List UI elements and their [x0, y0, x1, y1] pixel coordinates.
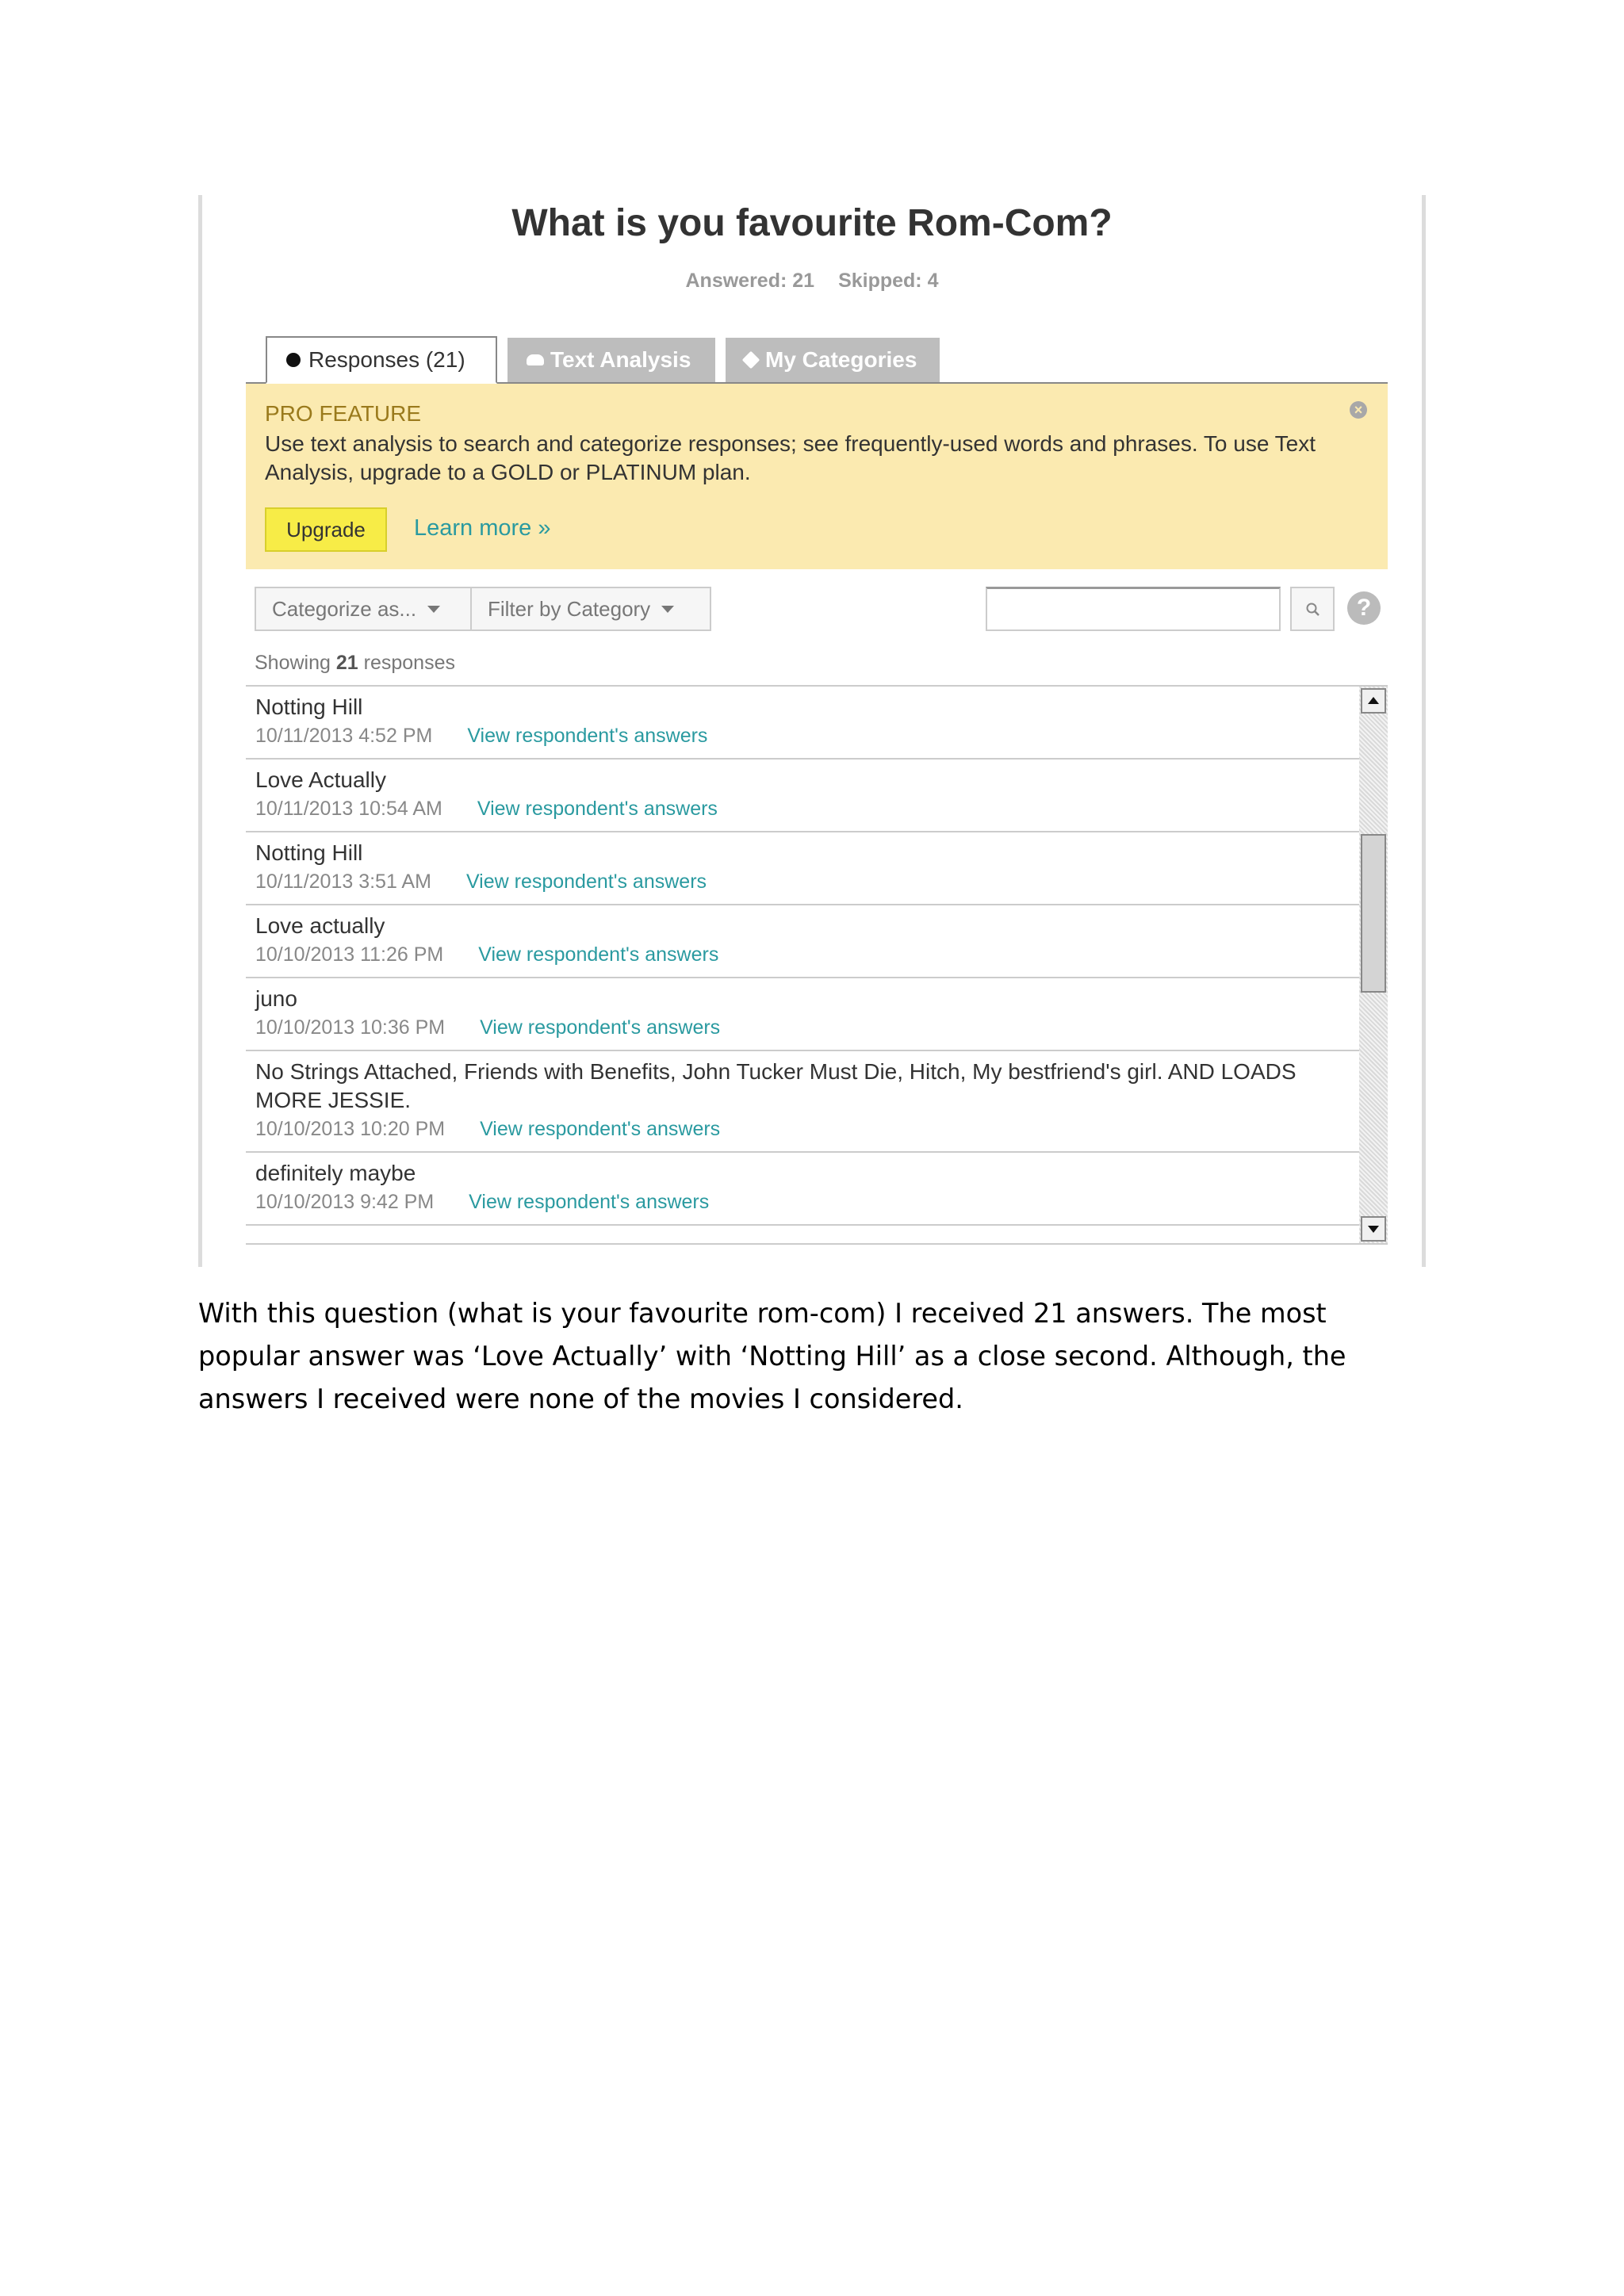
tab-my-categories[interactable]: [726, 338, 940, 382]
response-text: Notting Hill: [255, 695, 363, 719]
response-text: Love Actually: [255, 767, 386, 792]
tab-text-analysis[interactable]: [508, 338, 715, 382]
response-meta: [255, 721, 1359, 750]
help-icon[interactable]: ?: [1347, 591, 1381, 625]
pro-feature-text: Use text analysis to search and categorize responses; see frequently-used words and phrases. To use Text Analysis, upgrade to a GOLD or PLATINUM plan.: [265, 431, 1316, 484]
response-date: 10/11/2013 3:51 AM: [255, 871, 431, 893]
view-answers-link[interactable]: View respondent's answers: [465, 871, 707, 893]
response-date: 10/10/2013 11:26 PM: [255, 943, 444, 966]
chevron-down-icon: [661, 606, 674, 613]
tab-my-categories-label: My Categories: [765, 347, 917, 372]
upgrade-button[interactable]: Upgrade: [265, 507, 387, 552]
caption-paragraph: With this question (what is your favourite rom-com) I received 21 answers. The most popular answer was ‘Love Actually’ with ‘Notting Hill’ as a close second. Although, the answers I received were none of the movies I considered.: [198, 1298, 1346, 1414]
cloud-icon: [527, 354, 544, 365]
response-text: juno: [255, 986, 297, 1011]
question-stats: [202, 270, 1422, 293]
search-icon: [1305, 602, 1321, 618]
learn-more-link[interactable]: Learn more »: [414, 515, 551, 541]
view-answers-link[interactable]: View respondent's answers: [469, 1191, 710, 1213]
tag-icon: [742, 350, 760, 369]
response-meta: [255, 867, 1359, 896]
search-input[interactable]: [986, 587, 1281, 631]
responses-rows: [246, 687, 1359, 1226]
filter-category-dropdown[interactable]: [470, 587, 711, 631]
tab-text-analysis-label: Text Analysis: [550, 347, 691, 372]
scrollbar[interactable]: [1359, 687, 1388, 1243]
response-meta: [255, 940, 1359, 969]
filter-label: Filter by Category: [488, 597, 651, 621]
response-tabs: [246, 335, 1388, 384]
responses-list[interactable]: [246, 685, 1388, 1245]
categorize-label: Categorize as...: [272, 597, 417, 621]
response-date: 10/10/2013 10:36 PM: [255, 1016, 446, 1039]
response-date: 10/11/2013 10:54 AM: [255, 798, 442, 820]
list-item: [246, 760, 1359, 832]
answered-count: Answered: 21: [685, 270, 815, 292]
list-item: [246, 1153, 1359, 1226]
response-text: Love actually: [255, 913, 385, 938]
view-answers-link[interactable]: View respondent's answers: [480, 1016, 721, 1039]
showing-suffix: responses: [363, 652, 455, 674]
pro-feature-banner: [246, 384, 1388, 569]
pro-feature-label: PRO FEATURE: [265, 401, 422, 426]
chevron-down-icon: [427, 606, 440, 613]
list-item: [246, 905, 1359, 978]
response-date: 10/11/2013 4:52 PM: [255, 725, 433, 747]
list-item: [246, 687, 1359, 760]
close-icon[interactable]: ×: [1350, 401, 1367, 419]
dot-icon: [286, 353, 301, 367]
view-answers-link[interactable]: View respondent's answers: [477, 798, 718, 820]
skipped-count: Skipped: 4: [838, 270, 939, 292]
question-title: What is you favourite Rom-Com?: [511, 202, 1113, 244]
response-meta: [255, 794, 1359, 823]
response-text: definitely maybe: [255, 1161, 416, 1185]
response-meta: [255, 1013, 1359, 1042]
tab-responses-label: Responses (21): [308, 347, 465, 372]
scroll-down-icon[interactable]: [1361, 1216, 1386, 1242]
survey-screenshot: [198, 195, 1426, 1267]
showing-count: [255, 652, 455, 675]
list-item: [246, 1051, 1359, 1153]
response-meta: [255, 1115, 1359, 1143]
view-answers-link[interactable]: View respondent's answers: [467, 725, 708, 747]
showing-number: 21: [335, 652, 358, 674]
scroll-up-icon[interactable]: [1361, 688, 1386, 714]
categorize-dropdown[interactable]: [255, 587, 472, 631]
view-answers-link[interactable]: View respondent's answers: [478, 943, 719, 966]
scrollbar-thumb[interactable]: [1361, 834, 1386, 993]
response-date: 10/10/2013 9:42 PM: [255, 1191, 435, 1213]
view-answers-link[interactable]: View respondent's answers: [480, 1118, 721, 1140]
response-date: 10/10/2013 10:20 PM: [255, 1118, 446, 1140]
tab-responses[interactable]: [266, 336, 497, 384]
response-text: No Strings Attached, Friends with Benefits, John Tucker Must Die, Hitch, My bestfriend's girl. AND LOADS MORE JESSIE.: [255, 1059, 1297, 1112]
response-meta: [255, 1188, 1359, 1216]
response-text: Notting Hill: [255, 840, 363, 865]
search-button[interactable]: [1290, 587, 1335, 631]
list-item: [246, 978, 1359, 1051]
list-item: [246, 832, 1359, 905]
showing-prefix: Showing: [255, 652, 331, 674]
